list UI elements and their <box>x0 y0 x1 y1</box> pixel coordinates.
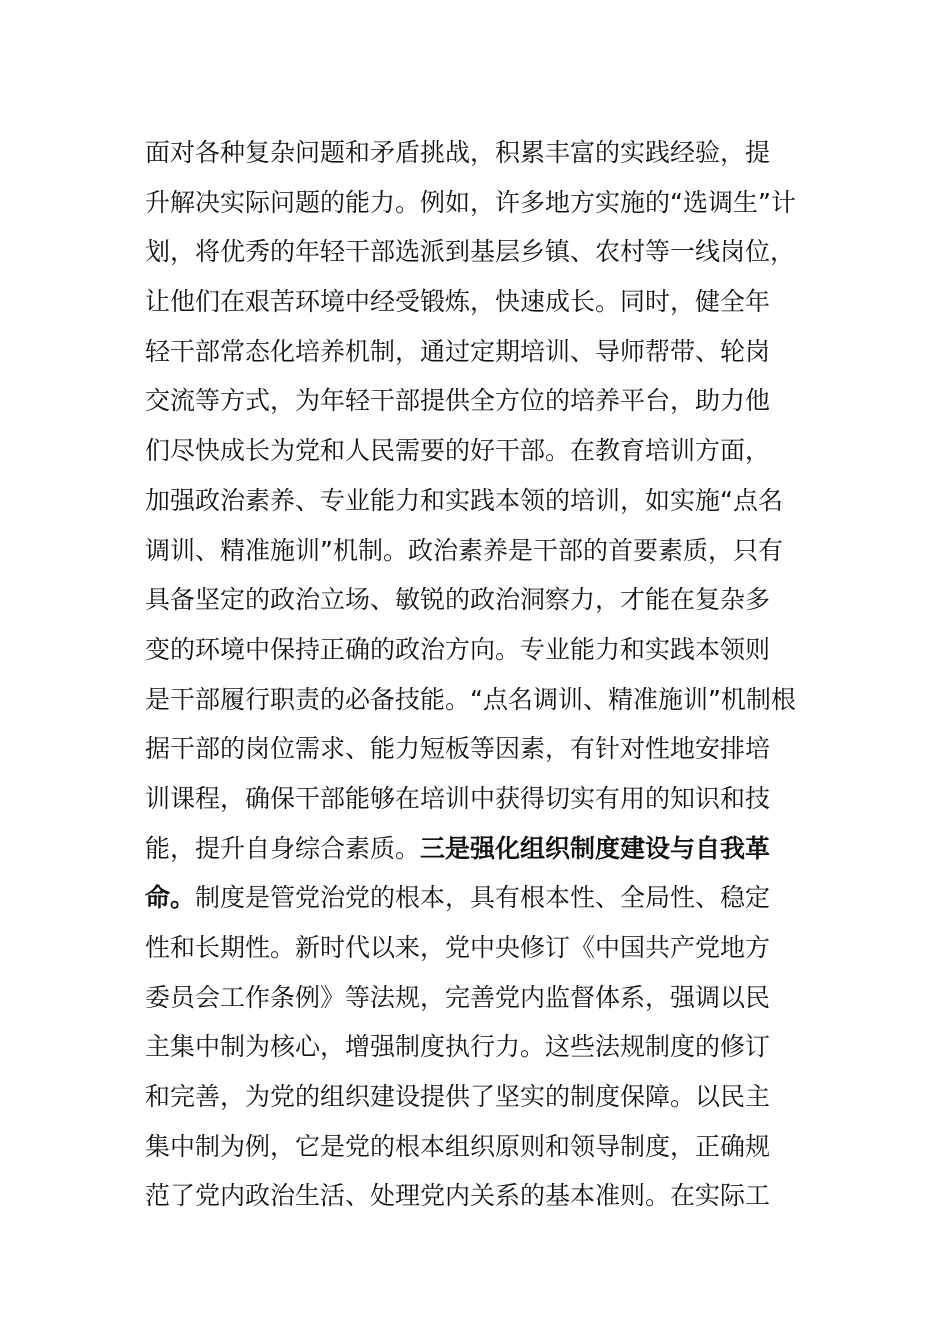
section-heading-part-2: 命。 <box>145 883 196 913</box>
text-line-15 <box>145 824 810 874</box>
text-line-13: 据干部的岗位需求、能力短板等因素，有针对性地安排培 <box>145 734 771 764</box>
text-line-3: 划，将优秀的年轻干部选派到基层乡镇、农村等一线岗位， <box>145 237 796 267</box>
text-line-11: 变的环境中保持正确的政治方向。专业能力和实践本领则 <box>145 634 771 664</box>
body-paragraph <box>145 128 810 1221</box>
text-line-16 <box>145 873 810 923</box>
text-line-22: 范了党内政治生活、处理党内关系的基本准则。在实际工 <box>145 1181 771 1211</box>
text-line-8: 加强政治素养、专业能力和实践本领的培训，如实施“点名 <box>145 485 783 515</box>
text-line-15-normal: 能，提升自身综合素质。 <box>145 833 421 863</box>
text-line-5: 轻干部常态化培养机制，通过定期培训、导师帮带、轮岗 <box>145 336 771 366</box>
text-line-9: 调训、精准施训”机制。政治素养是干部的首要素质，只有 <box>145 535 783 565</box>
text-line-1: 面对各种复杂问题和矛盾挑战，积累丰富的实践经验，提 <box>145 138 771 167</box>
text-line-4: 让他们在艰苦环境中经受锻炼，快速成长。同时，健全年 <box>145 287 771 317</box>
text-line-18: 委员会工作条例》等法规，完善党内监督体系，强调以民 <box>145 982 771 1012</box>
text-line-7: 们尽快成长为党和人民需要的好干部。在教育培训方面， <box>145 436 771 466</box>
text-line-19: 主集中制为核心，增强制度执行力。这些法规制度的修订 <box>145 1032 771 1062</box>
text-line-12: 是干部履行职责的必备技能。“点名调训、精准施训”机制根 <box>145 684 796 714</box>
text-line-14: 训课程，确保干部能够在培训中获得切实有用的知识和技 <box>145 783 771 813</box>
text-line-21: 集中制为例，它是党的根本组织原则和领导制度，正确规 <box>145 1131 771 1161</box>
text-line-17: 性和长期性。新时代以来，党中央修订《中国共产党地方 <box>145 933 771 962</box>
text-line-16-normal: 制度是管党治党的根本，具有根本性、全局性、稳定 <box>195 883 771 913</box>
text-line-10: 具备坚定的政治立场、敏锐的政治洞察力，才能在复杂多 <box>145 585 771 615</box>
text-line-2: 升解决实际问题的能力。例如，许多地方实施的“选调生”计 <box>145 187 796 217</box>
text-line-6: 交流等方式，为年轻干部提供全方位的培养平台，助力他 <box>145 386 771 416</box>
section-heading-part-1: 三是强化组织制度建设与自我革 <box>420 833 771 863</box>
text-line-20: 和完善，为党的组织建设提供了坚实的制度保障。以民主 <box>145 1082 771 1112</box>
